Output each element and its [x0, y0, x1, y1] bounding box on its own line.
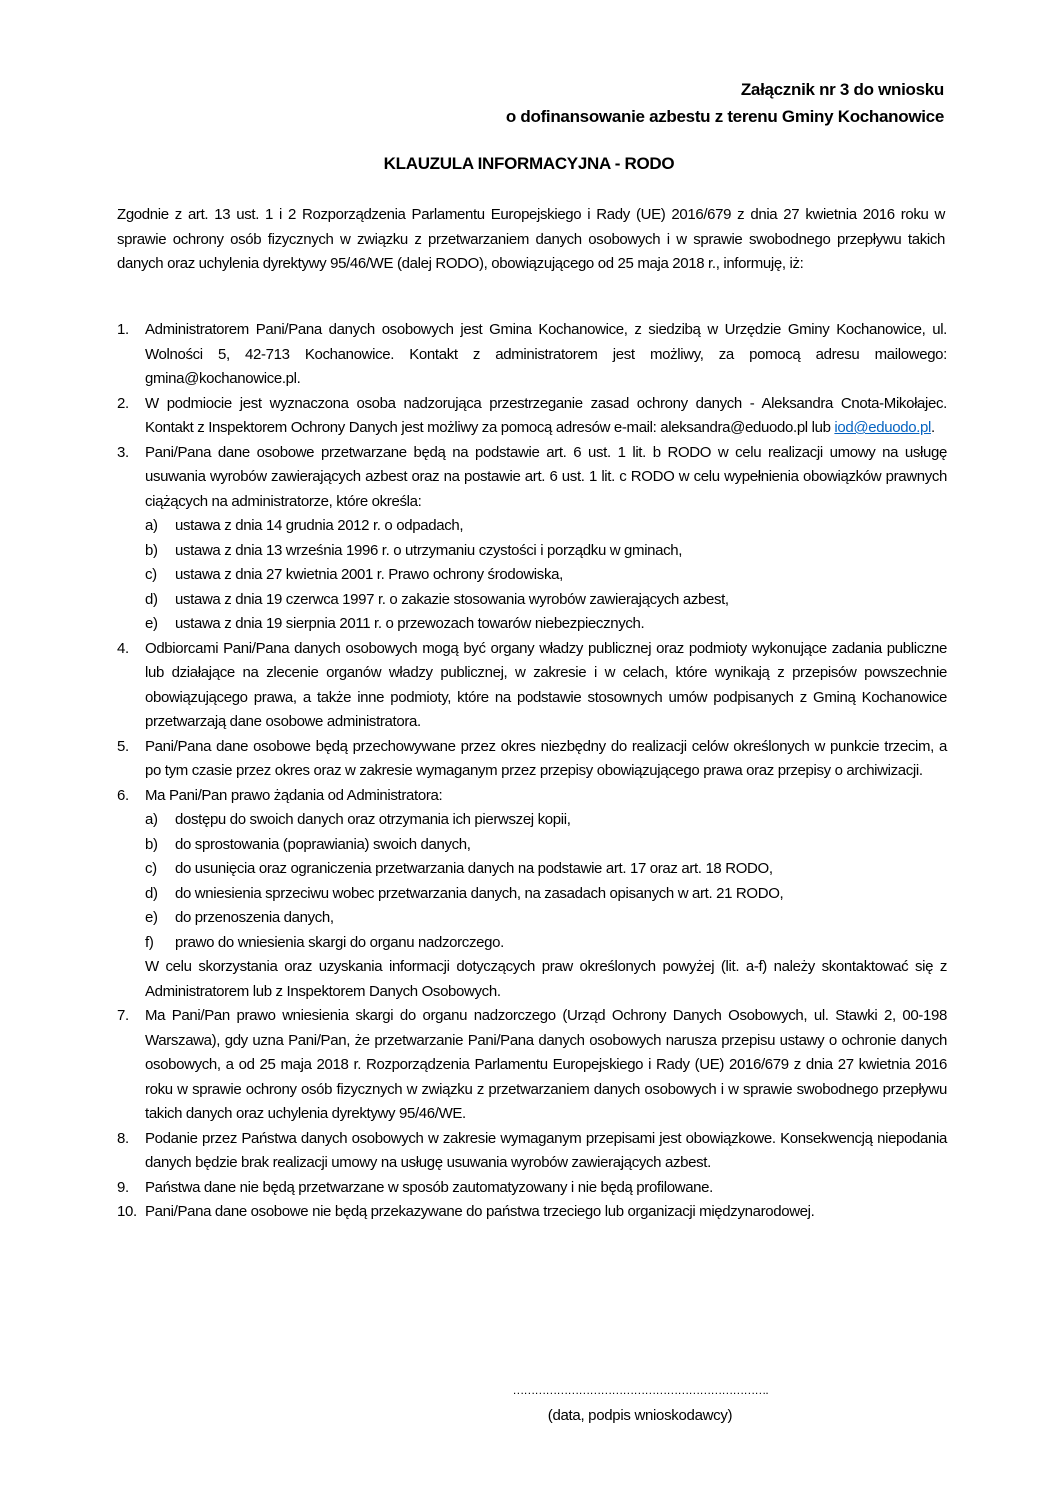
sub-letter: e)	[145, 615, 158, 632]
sub-item	[145, 882, 947, 907]
clause-item-3	[117, 441, 947, 637]
sub-item	[145, 857, 947, 882]
sub-letter: b)	[145, 835, 158, 853]
sub-text: dostępu do swoich danych oraz otrzymania ich pierwszej kopii,	[175, 811, 571, 828]
clause-text-end: .	[930, 419, 935, 436]
sub-item	[145, 563, 947, 588]
sub-text: ustawa z dnia 19 czerwca 1997 r. o zakazie stosowania wyrobów zawierających azbest,	[175, 590, 729, 608]
rights-contact-note: W celu skorzystania oraz uzyskania informacji dotyczących praw określonych powyżej (lit. a-f) należy skontaktować się z Administratorem lub z Inspektorem Danych Osobowych.	[145, 958, 947, 1000]
clause-text: Pani/Pana dane osobowe będą przechowywane przez okres niezbędny do realizacji celów określonych w punkcie trzecim, a po tym czasie przez okres oraz w zakresie wymaganym przez przepisy obowiązującego prawa oraz przepisy o archiwizacji.	[145, 737, 947, 779]
sub-text: ustawa z dnia 19 sierpnia 2011 r. o przewozach towarów niebezpiecznych.	[175, 615, 645, 632]
clause-text: W podmiocie jest wyznaczona osoba nadzorująca przestrzeganie zasad ochrony danych - Aleksandra Cnota-Mikołajec. Kontakt z Inspektorem Ochrony Danych jest możliwy za pomocą adresów e-mail: aleksandra@eduodo.pl lub	[145, 394, 947, 436]
clause-item-2	[117, 392, 947, 441]
sub-item	[145, 539, 947, 564]
sub-letter: b)	[145, 541, 158, 559]
clause-list	[117, 318, 947, 1225]
sub-letter: d)	[145, 884, 158, 902]
clause-text: Podanie przez Państwa danych osobowych w zakresie wymaganym przepisami jest obowiązkowe. Konsekwencją niepodania danych będzie brak realizacji umowy na usługę usuwania wyrobów zawierających azbest.	[145, 1129, 947, 1171]
clause-number: 1.	[117, 321, 129, 338]
clause-number: 9.	[117, 1178, 129, 1196]
sub-letter: d)	[145, 590, 158, 608]
attachment-header	[506, 76, 944, 130]
intro-paragraph: Zgodnie z art. 13 ust. 1 i 2 Rozporządzenia Parlamentu Europejskiego i Rady (UE) 2016/679 z dnia 27 kwietnia 2016 roku w sprawie ochrony osób fizycznych w związku z przetwarzaniem danych osobowych i w sprawie swobodnego przepływu takich danych oraz uchylenia dyrektywy 95/46/WE (dalej RODO), obowiązującego od 25 maja 2018 r., informuję, iż:	[117, 206, 945, 272]
clause-number: 7.	[117, 1007, 129, 1024]
signature-label: (data, podpis wnioskodawcy)	[547, 1407, 733, 1424]
sub-text: ustawa z dnia 13 września 1996 r. o utrzymaniu czystości i porządku w gminach,	[175, 541, 683, 559]
rights-list	[145, 808, 947, 955]
clause-text: Ma Pani/Pan prawo wniesienia skargi do organu nadzorczego (Urząd Ochrony Danych Osobowych, ul. Stawki 2, 00-198 Warszawa), gdy uzna Pani/Pan, że przetwarzanie Pani/Pana danych osobowych narusza przepisu ustawy o ochronie danych osobowych, a od 25 maja 2018 r. Rozporządzenia Parlamentu Europejskiego i Rady (UE) 2016/679 z dnia 27 kwietnia 2016 roku w sprawie ochrony osób fizycznych w związku z przetwarzaniem danych osobowych i w sprawie swobodnego przepływu takich danych oraz uchylenia dyrektywy 95/46/WE.	[145, 1007, 947, 1122]
sub-text: do przenoszenia danych,	[175, 909, 334, 926]
sub-item	[145, 906, 947, 931]
clause-number: 3.	[117, 443, 129, 461]
clause-item-5	[117, 735, 947, 784]
clause-item-8	[117, 1127, 947, 1176]
sub-letter: c)	[145, 860, 157, 877]
sub-text: ustawa z dnia 27 kwietnia 2001 r. Prawo ochrony środowiska,	[175, 566, 563, 583]
sub-letter: c)	[145, 566, 157, 583]
clause-text: Pani/Pana dane osobowe nie będą przekazywane do państwa trzeciego lub organizacji międzynarodowej.	[145, 1203, 815, 1220]
sub-letter: f)	[145, 933, 154, 951]
sub-item	[145, 612, 947, 637]
sub-text: do wniesienia sprzeciwu wobec przetwarzania danych, na zasadach opisanych w art. 21 RODO,	[175, 884, 784, 902]
clause-text: Państwa dane nie będą przetwarzane w sposób zautomatyzowany i nie będą profilowane.	[145, 1178, 713, 1196]
signature-block	[470, 1377, 810, 1429]
clause-text: Administratorem Pani/Pana danych osobowych jest Gmina Kochanowice, z siedzibą w Urzędzie Gminy Kochanowice, ul. Wolności 5, 42-713 Kochanowice. Kontakt z administratorem jest możliwy, za pomocą adresu mailowego: gmina@kochanowice.pl.	[145, 321, 947, 387]
document-title: KLAUZULA INFORMACYJNA - RODO	[383, 154, 675, 173]
sub-letter: a)	[145, 517, 158, 534]
clause-number: 2.	[117, 394, 129, 412]
clause-item-6	[117, 784, 947, 1005]
attachment-header-line1: Załącznik nr 3 do wniosku	[740, 80, 944, 99]
clause-number: 5.	[117, 737, 129, 755]
signature-line: …………………………………………………………….	[512, 1383, 768, 1397]
clause-number: 8.	[117, 1129, 129, 1147]
attachment-header-line2: o dofinansowanie azbestu z terenu Gminy Kochanowice	[505, 107, 944, 126]
clause-number: 6.	[117, 786, 129, 804]
sub-item	[145, 588, 947, 613]
sub-text: ustawa z dnia 14 grudnia 2012 r. o odpadach,	[175, 517, 464, 534]
sub-item	[145, 514, 947, 539]
clause-item-1	[117, 318, 947, 392]
sub-letter: a)	[145, 811, 158, 828]
sub-text: prawo do wniesienia skargi do organu nadzorczego.	[175, 933, 504, 951]
clause-item-9	[117, 1176, 947, 1201]
iod-email-link[interactable]: iod@eduodo.pl	[834, 419, 931, 436]
clause-item-4	[117, 637, 947, 735]
clause-text: Odbiorcami Pani/Pana danych osobowych mogą być organy władzy publicznej oraz podmioty wykonujące zadania publiczne lub działające na zlecenie organów władzy publicznej, w zakresie i w celach, które wynikają z przepisów powszechnie obowiązującego prawa, a także inne podmioty, które na podstawie stosownych umów podpisanych z Gminą Kochanowice przetwarzają dane osobowe administratora.	[145, 639, 947, 730]
sub-item	[145, 931, 947, 956]
clause-number: 4.	[117, 639, 129, 657]
clause-text: Ma Pani/Pan prawo żądania od Administratora:	[145, 786, 443, 804]
clause-number: 10.	[117, 1203, 137, 1220]
clause-item-10	[117, 1200, 947, 1225]
sub-text: do usunięcia oraz ograniczenia przetwarzania danych na podstawie art. 17 oraz art. 18 RODO,	[175, 860, 773, 877]
clause-item-7	[117, 1004, 947, 1127]
sub-text: do sprostowania (poprawiania) swoich danych,	[175, 835, 471, 853]
sub-letter: e)	[145, 909, 158, 926]
clause-text: Pani/Pana dane osobowe przetwarzane będą na podstawie art. 6 ust. 1 lit. b RODO w celu realizacji umowy na usługę usuwania wyrobów zawierających azbest oraz na postawie art. 6 ust. 1 lit. c RODO w celu wypełnienia obowiązków prawnych ciążących na administratorze, które określa:	[145, 443, 947, 510]
sub-item	[145, 833, 947, 858]
sub-item	[145, 808, 947, 833]
legal-basis-list	[145, 514, 947, 637]
